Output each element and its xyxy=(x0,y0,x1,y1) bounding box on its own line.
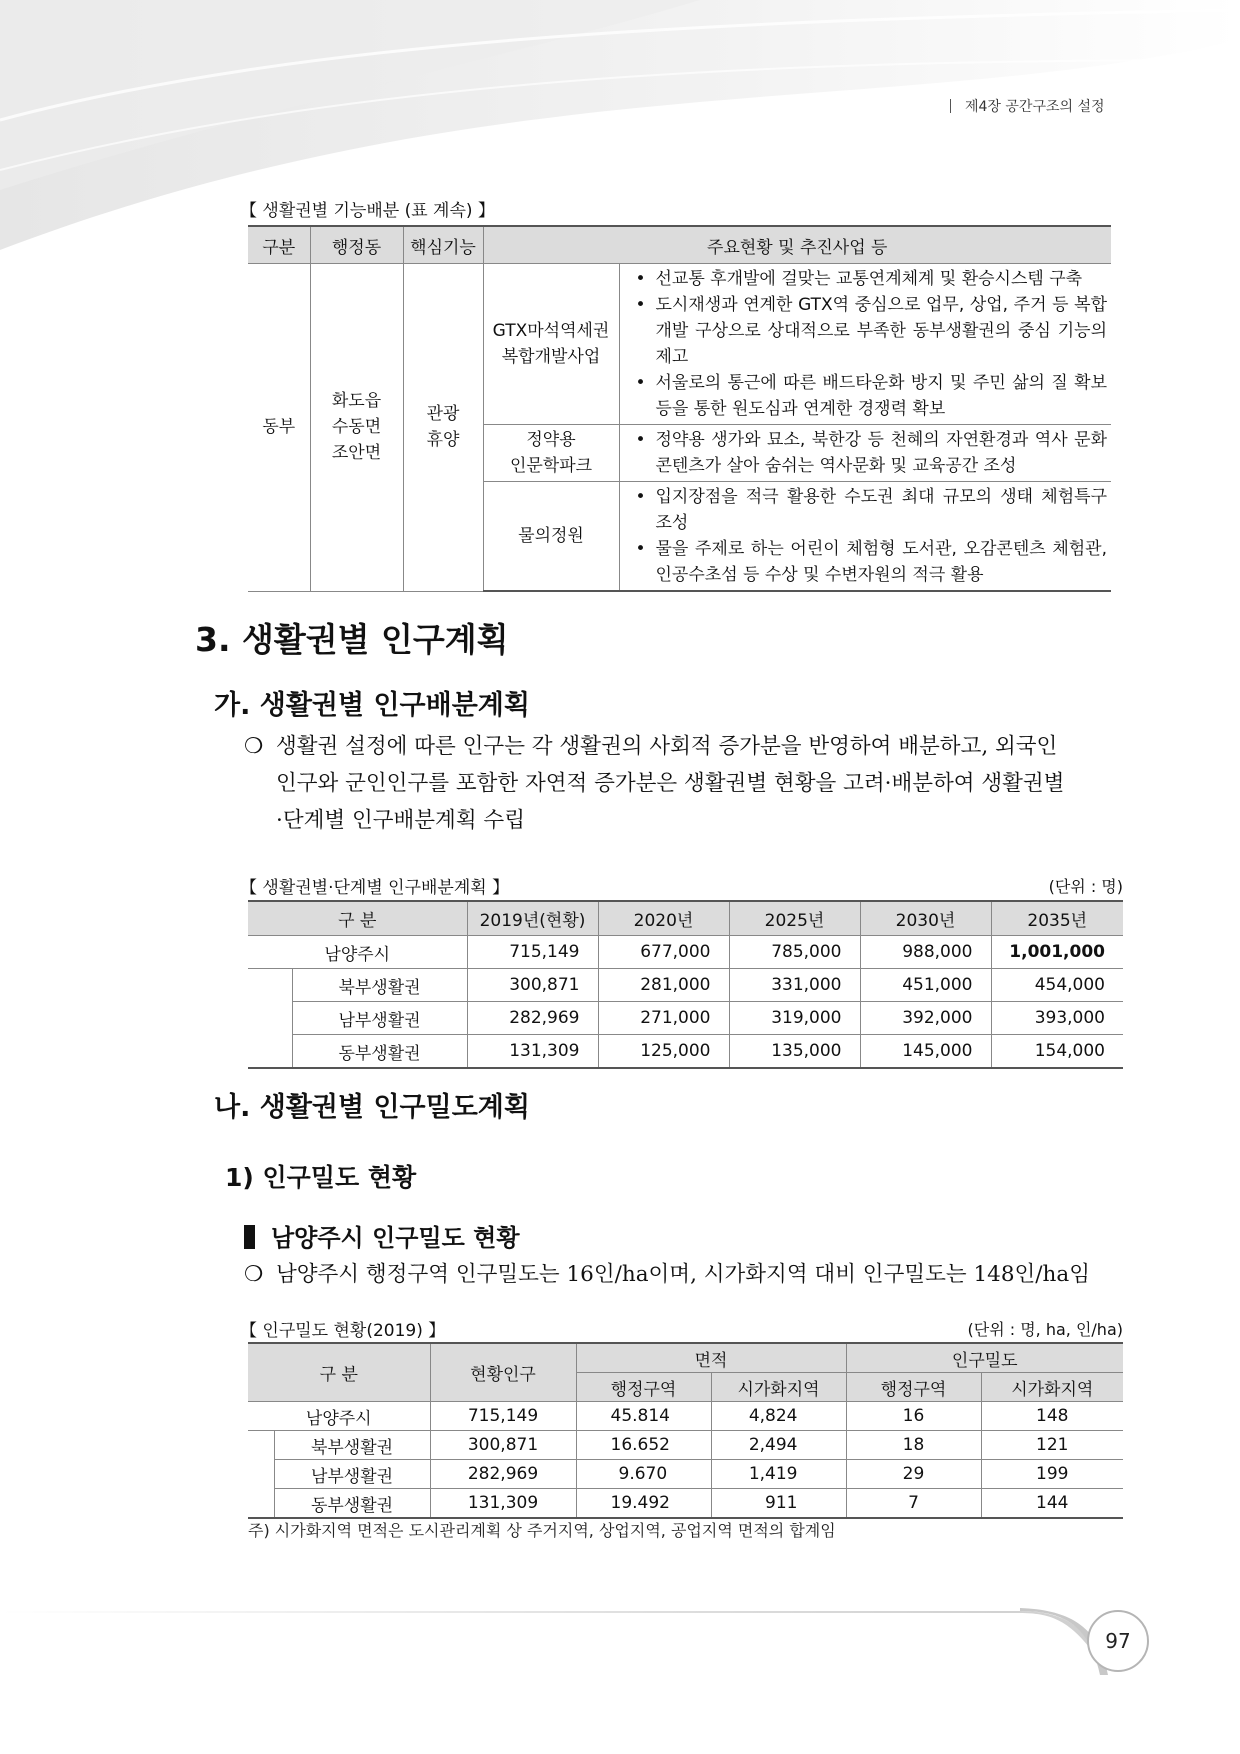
table3-unit: (단위 : 명, ha, 인/ha) xyxy=(967,1320,1123,1339)
row-name: 남양주시 xyxy=(248,1402,430,1431)
cell-value: 451,000 xyxy=(860,969,991,1002)
table-row xyxy=(248,1489,1123,1519)
indent-spacer xyxy=(248,1002,292,1035)
population-density-table xyxy=(248,1342,1123,1519)
page-number: 97 xyxy=(1087,1610,1149,1672)
cell-value: 2,494 xyxy=(711,1431,846,1460)
cell-value: 18 xyxy=(846,1431,981,1460)
paragraph-line: 인구와 군인인구를 포함한 자연적 증가분은 생활권별 현황을 고려·배분하여 생활권별 xyxy=(276,771,1065,796)
row-name: 남양주시 xyxy=(248,936,467,969)
table-row xyxy=(248,1431,1123,1460)
header-2035: 2035년 xyxy=(991,901,1123,936)
row-name: 동부생활권 xyxy=(292,1035,467,1069)
cell-value: 16.652 xyxy=(576,1431,711,1460)
cell-value: 16 xyxy=(846,1402,981,1431)
cell-value: 715,149 xyxy=(467,936,598,969)
cell-value: 988,000 xyxy=(860,936,991,969)
header-gubun: 구 분 xyxy=(248,901,467,936)
header-projects: 주요현황 및 추진사업 등 xyxy=(483,226,1111,264)
cell-value: 144 xyxy=(981,1489,1123,1519)
item-subtitle xyxy=(244,1218,520,1253)
district-name: 조안면 xyxy=(331,443,382,464)
distribution-paragraph xyxy=(244,728,1124,839)
density-paragraph xyxy=(244,1258,1124,1292)
header-gubun: 구분 xyxy=(248,226,310,264)
district-name: 수동면 xyxy=(331,417,382,438)
project-item: • 도시재생과 연계한 GTX역 중심으로 업무, 상업, 주거 등 복합 개발 구상으로 상대적으로 부족한 동부생활권의 중심 기능의 제고 xyxy=(634,292,1108,370)
cell-value: 911 xyxy=(711,1489,846,1519)
chapter-title: 제4장 공간구조의 설정 xyxy=(965,99,1105,115)
cell-value: 1,419 xyxy=(711,1460,846,1489)
cell-value: 1,001,000 xyxy=(991,936,1123,969)
row-name: 북부생활권 xyxy=(274,1431,430,1460)
cell-value: 121 xyxy=(981,1431,1123,1460)
function-cell xyxy=(403,264,483,592)
running-header xyxy=(950,96,1105,116)
project-name: GTX마석역세권 xyxy=(492,321,610,341)
cell-value: 199 xyxy=(981,1460,1123,1489)
circle-bullet-icon: ❍ xyxy=(244,1262,264,1287)
header-2019: 2019년(현황) xyxy=(467,901,598,936)
project-name-cell xyxy=(483,425,619,482)
project-name: 물의정원 xyxy=(518,526,584,546)
row-name: 남부생활권 xyxy=(292,1002,467,1035)
indent-spacer xyxy=(248,1431,274,1460)
subsection-title-b: 나. 생활권별 인구밀도계획 xyxy=(214,1092,530,1123)
cell-value: 785,000 xyxy=(729,936,860,969)
cell-value: 4,824 xyxy=(711,1402,846,1431)
cell-value: 135,000 xyxy=(729,1035,860,1069)
table3-caption: 【 인구밀도 현황(2019) 】 xyxy=(240,1321,446,1341)
header-divider xyxy=(950,99,951,113)
header-population: 현황인구 xyxy=(430,1343,576,1402)
indent-spacer xyxy=(248,1489,274,1519)
cell-value: 271,000 xyxy=(598,1002,729,1035)
project-item: • 물을 주제로 하는 어린이 체험형 도서관, 오감콘텐츠 체험관, 인공수초섬 등 수상 및 수변자원의 적극 활용 xyxy=(634,536,1108,588)
cell-value: 282,969 xyxy=(467,1002,598,1035)
indent-spacer xyxy=(248,969,292,1002)
header-density-admin: 행정구역 xyxy=(846,1373,981,1402)
paragraph-line: ·단계별 인구배분계획 수립 xyxy=(276,808,525,833)
table-row xyxy=(248,936,1123,969)
header-density: 인구밀도 xyxy=(846,1343,1123,1373)
cell-value: 148 xyxy=(981,1402,1123,1431)
header-2025: 2025년 xyxy=(729,901,860,936)
subsection-title-a: 가. 생활권별 인구배분계획 xyxy=(214,690,530,721)
function-allocation-table xyxy=(248,225,1111,592)
function-name: 휴양 xyxy=(426,430,460,451)
cell-value: 145,000 xyxy=(860,1035,991,1069)
cell-value: 7 xyxy=(846,1489,981,1519)
item-title: 1) 인구밀도 현황 xyxy=(225,1163,417,1192)
cell-value: 19.492 xyxy=(576,1489,711,1519)
project-item: • 서울로의 통근에 따른 배드타운화 방지 및 주민 삶의 질 확보 등을 통한 원도심과 연계한 경쟁력 확보 xyxy=(634,370,1108,422)
cell-value: 281,000 xyxy=(598,969,729,1002)
row-name: 남부생활권 xyxy=(274,1460,430,1489)
header-2030: 2030년 xyxy=(860,901,991,936)
district-name: 화도읍 xyxy=(331,391,382,412)
project-name: 정약용 xyxy=(526,430,576,450)
cell-value: 319,000 xyxy=(729,1002,860,1035)
region-cell: 동부 xyxy=(248,264,310,592)
header-district: 행정동 xyxy=(310,226,403,264)
cell-value: 131,309 xyxy=(467,1035,598,1069)
indent-spacer xyxy=(248,1460,274,1489)
table-row xyxy=(248,1002,1123,1035)
function-name: 관광 xyxy=(426,404,460,425)
header-2020: 2020년 xyxy=(598,901,729,936)
paragraph-line: 생활권 설정에 따른 인구는 각 생활권의 사회적 증가분을 반영하여 배분하고, 외국인 xyxy=(276,734,1058,759)
cell-value: 454,000 xyxy=(991,969,1123,1002)
cell-value: 300,871 xyxy=(430,1431,576,1460)
project-items-cell xyxy=(619,425,1111,482)
table-row xyxy=(248,1402,1123,1431)
row-name: 동부생활권 xyxy=(274,1489,430,1519)
cell-value: 45.814 xyxy=(576,1402,711,1431)
cell-value: 715,149 xyxy=(430,1402,576,1431)
cell-value: 29 xyxy=(846,1460,981,1489)
row-name: 북부생활권 xyxy=(292,969,467,1002)
project-name-cell xyxy=(483,482,619,592)
header-density-urban: 시가화지역 xyxy=(981,1373,1123,1402)
cell-value: 393,000 xyxy=(991,1002,1123,1035)
cell-value: 282,969 xyxy=(430,1460,576,1489)
cell-value: 331,000 xyxy=(729,969,860,1002)
item-subtitle-text: 남양주시 인구밀도 현황 xyxy=(271,1224,520,1252)
header-function: 핵심기능 xyxy=(403,226,483,264)
header-background-swoosh xyxy=(0,0,1240,260)
cell-value: 154,000 xyxy=(991,1035,1123,1069)
district-cell xyxy=(310,264,403,592)
cell-value: 677,000 xyxy=(598,936,729,969)
table-row xyxy=(248,1460,1123,1489)
table3-note: 주) 시가화지역 면적은 도시관리계획 상 주거지역, 상업지역, 공업지역 면적의 합계임 xyxy=(248,1521,836,1540)
project-name: 인문학파크 xyxy=(509,456,593,476)
square-bullet-icon xyxy=(244,1225,255,1249)
table2-unit: (단위 : 명) xyxy=(1048,877,1123,896)
project-item: • 선교통 후개발에 걸맞는 교통연계체계 및 환승시스템 구축 xyxy=(634,266,1108,292)
header-gubun: 구 분 xyxy=(248,1343,430,1402)
footer-decoration xyxy=(0,1580,1240,1700)
cell-value: 131,309 xyxy=(430,1489,576,1519)
project-name: 복합개발사업 xyxy=(501,347,601,367)
project-items-cell xyxy=(619,482,1111,592)
table2-caption: 【 생활권별·단계별 인구배분계획 】 xyxy=(240,878,510,898)
cell-value: 300,871 xyxy=(467,969,598,1002)
cell-value: 9.670 xyxy=(576,1460,711,1489)
project-item: • 입지장점을 적극 활용한 수도권 최대 규모의 생태 체험특구 조성 xyxy=(634,484,1108,536)
table-row xyxy=(248,969,1123,1002)
header-area-admin: 행정구역 xyxy=(576,1373,711,1402)
table-row xyxy=(248,1035,1123,1069)
cell-value: 392,000 xyxy=(860,1002,991,1035)
circle-bullet-icon: ❍ xyxy=(244,734,264,759)
population-plan-table xyxy=(248,900,1123,1069)
table1-caption: 【 생활권별 기능배분 (표 계속) 】 xyxy=(240,201,495,221)
indent-spacer xyxy=(248,1035,292,1069)
project-items-cell xyxy=(619,264,1111,425)
project-name-cell xyxy=(483,264,619,425)
section-title: 3. 생활권별 인구계획 xyxy=(195,620,509,659)
header-area-urban: 시가화지역 xyxy=(711,1373,846,1402)
paragraph-text: 남양주시 행정구역 인구밀도는 16인/ha이며, 시가화지역 대비 인구밀도는 148인/ha임 xyxy=(276,1262,1090,1287)
header-area: 면적 xyxy=(576,1343,846,1373)
cell-value: 125,000 xyxy=(598,1035,729,1069)
project-item: • 정약용 생가와 묘소, 북한강 등 천혜의 자연환경과 역사 문화 콘텐츠가 살아 숨쉬는 역사문화 및 교육공간 조성 xyxy=(634,427,1108,479)
